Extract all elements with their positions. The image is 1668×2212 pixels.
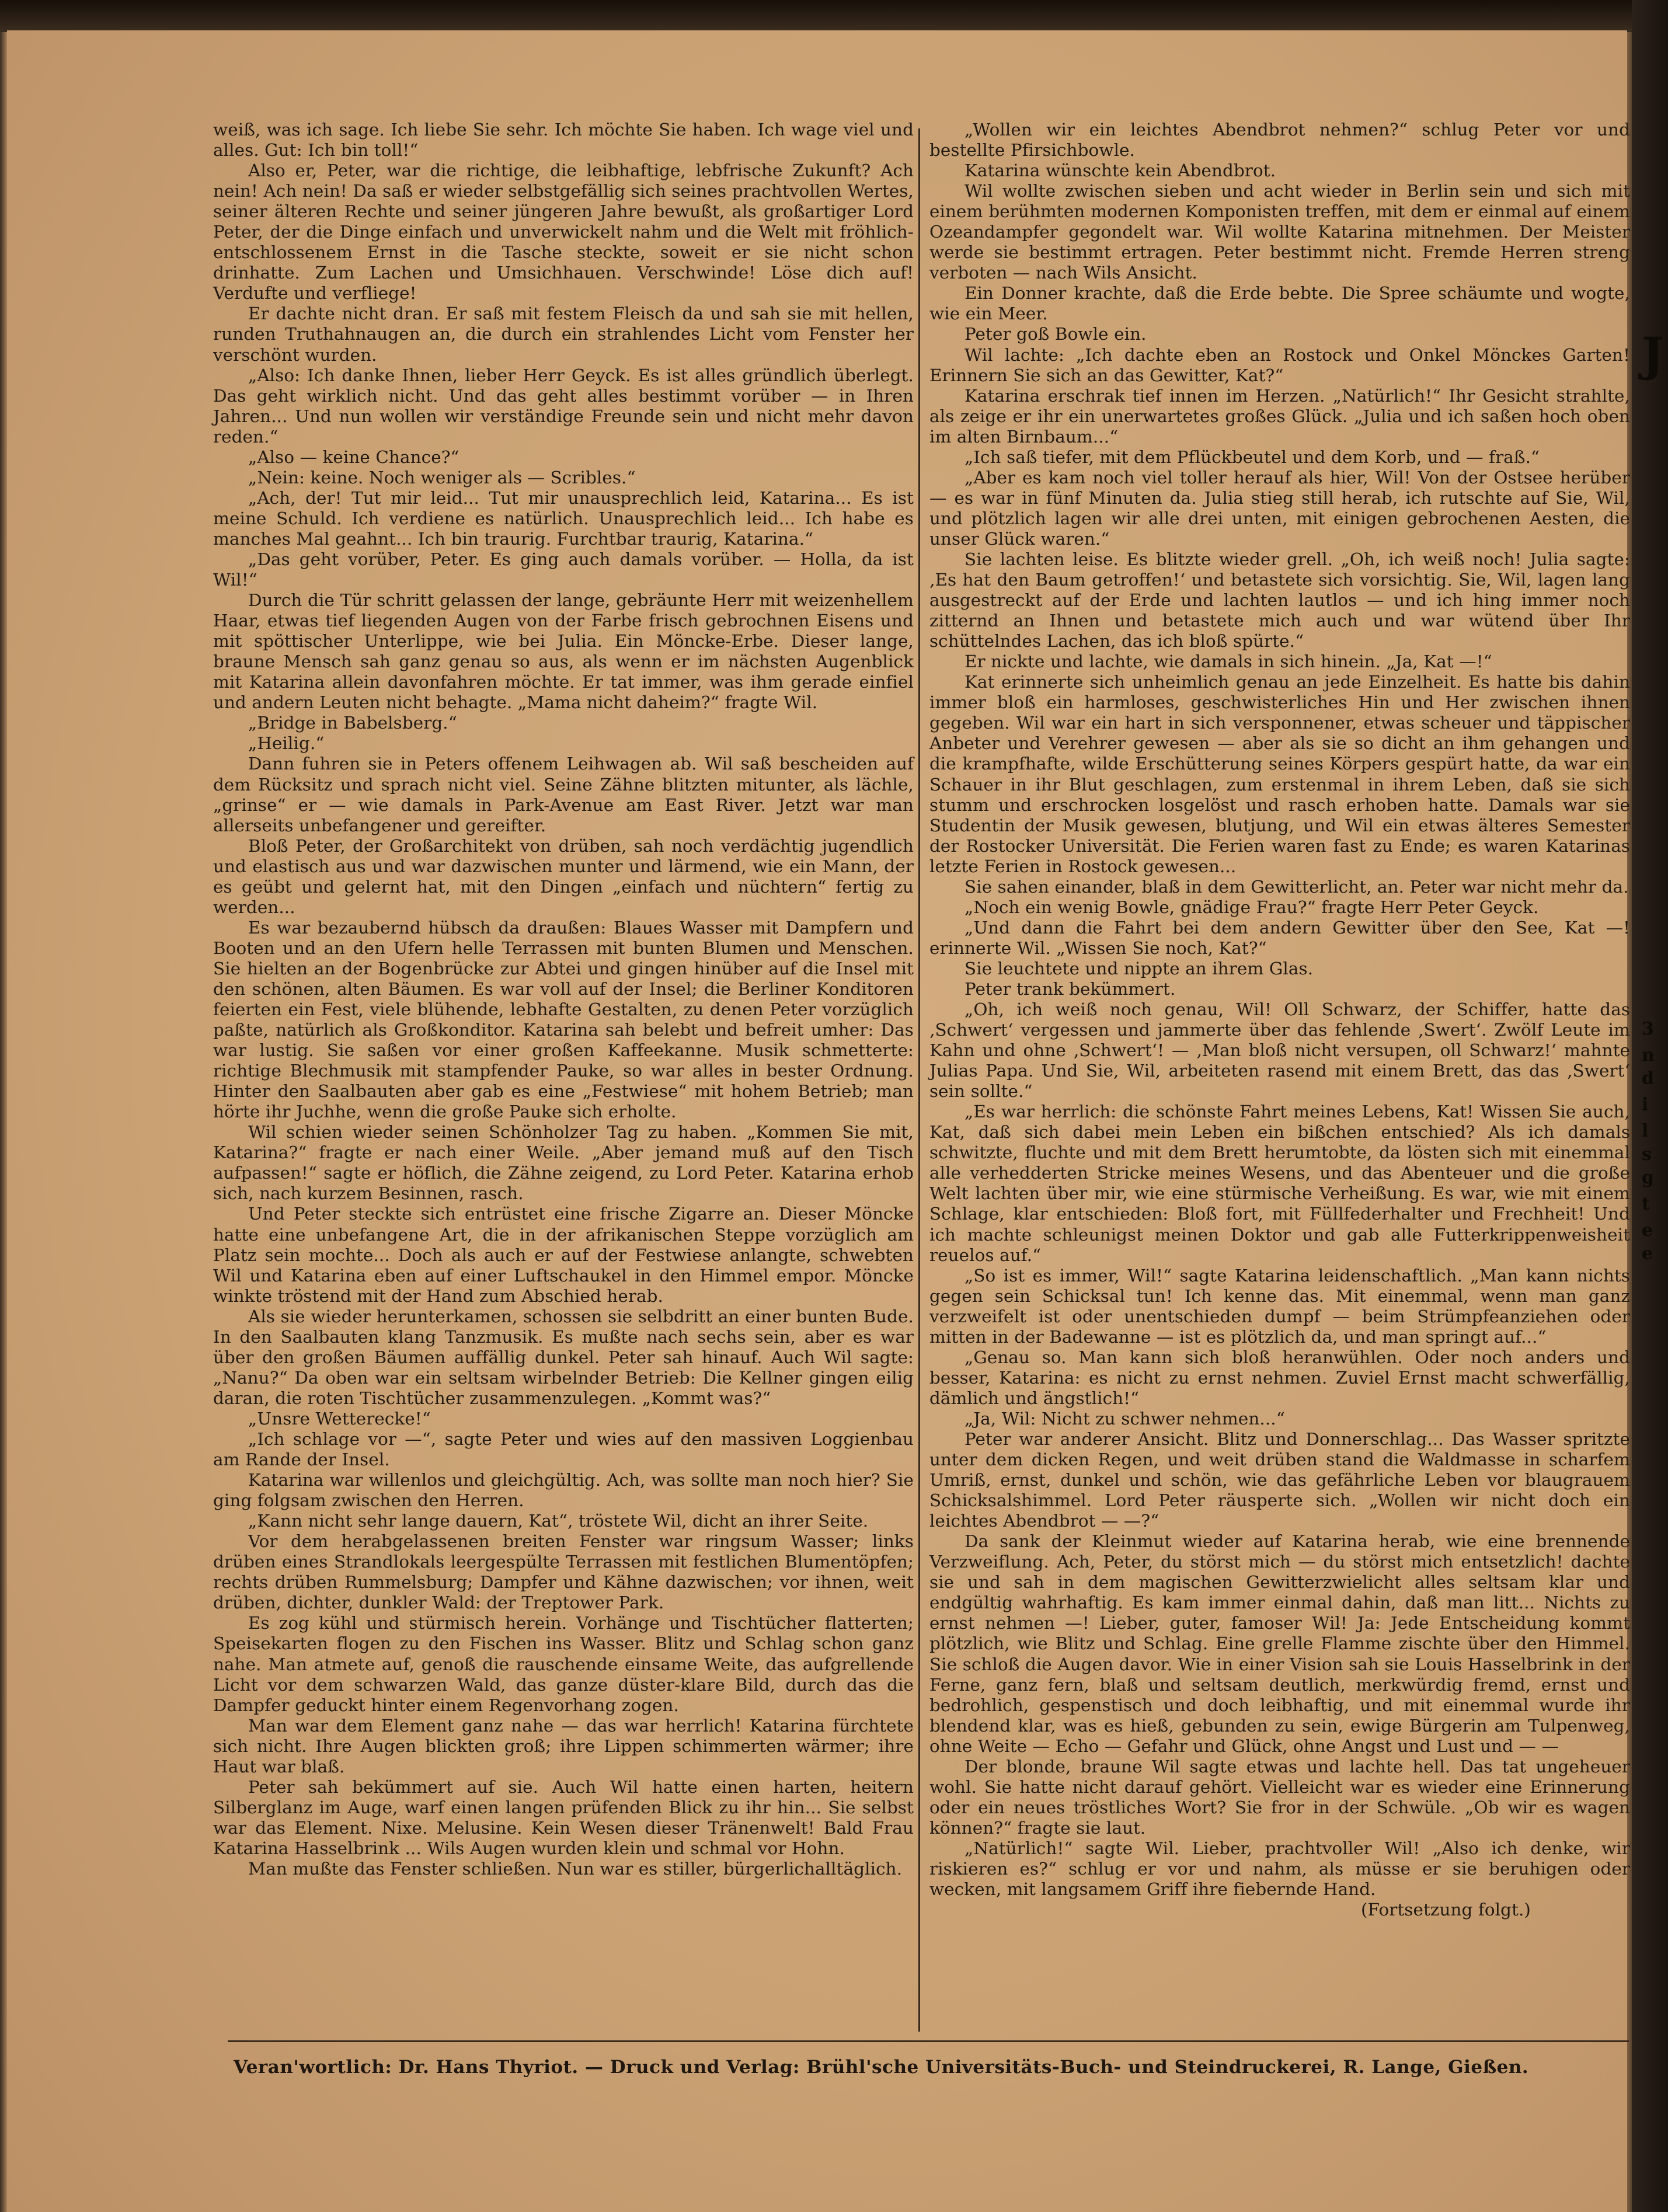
paragraph: Ein Donner krachte, daß die Erde bebte. Die Spree schäumte und wogte, wie ein Meer. [929,283,1630,324]
paragraph: Er nickte und lachte, wie damals in sich hinein. „Ja, Kat —!“ [964,652,1492,672]
right-text-column [929,120,1630,1920]
edge-glyph: n [1642,1045,1655,1065]
paragraph: „Das geht vorüber, Peter. Es ging auch damals vorüber. — Holla, da ist Wil!“ [213,549,914,590]
continuation-note: (Fortsetzung folgt.) [1361,1900,1531,1920]
paragraph: „Natürlich!“ sagte Wil. Lieber, prachtvoller Wil! „Also ich denke, wir riskieren es?“ schlug er vor und nahm, als müsse er sie beruhigen oder wecken, mit langsamem Griff ihre fiebernde Hand. [929,1838,1630,1900]
paragraph: Bloß Peter, der Großarchitekt von drüben, sah noch verdächtig jugendlich und elastisch aus und war dazwischen munter und lärmend, wie ein Mann, der es geübt und gelernt hat, mit den Dingen „einfach und nüchtern“ fertig zu werden... [213,835,914,917]
paragraph: Also er, Peter, war die richtige, die leibhaftige, lebfrische Zukunft? Ach nein! Ach nein! Da saß er wieder selbstgefällig sich seines prachtvollen Wertes, seiner älteren Rechte und seiner jüngeren Jahre bewußt, als großartiger Lord Peter, der die Dinge einfach und unverwickelt nahm und die Welt mit fröhlich-entschlossenem Ernst in die Tasche steckte, soweit er sie nicht schon drinhatte. Zum Lachen und Umsichhauen. Verschwinde! Löse dich auf! Verdufte und verfliege! [213,161,914,304]
paragraph: „Genau so. Man kann sich bloß heranwühlen. Oder noch anders und besser, Katarina: es nicht zu ernst nehmen. Zuviel Ernst macht schwerfällig, dämlich und ängstlich!“ [929,1347,1630,1408]
paragraph: Peter trank bekümmert. [964,978,1176,999]
paragraph: Vor dem herabgelassenen breiten Fenster war ringsum Wasser; links drüben eines Strandlokals leergespülte Terrassen mit festlichen Blumentöpfen; rechts drüben Rummelsburg; Dampfer und Kähne dazwischen; vor ihnen, weit drüben, dichter, dunkler Wald: der Treptower Park. [213,1531,914,1613]
edge-glyph: i [1642,1095,1649,1115]
paragraph: Katarina erschrak tief innen im Herzen. „Natürlich!“ Ihr Gesicht strahlte, als zeige er ihr ein unerwartetes großes Glück. „Julia und ich saßen hoch oben im alten Birnbaum...“ [929,385,1630,447]
paragraph: „Bridge in Babelsberg.“ [248,713,457,733]
edge-glyph: J [1642,327,1664,382]
paragraph: „Ich schlage vor —“, sagte Peter und wies auf den massiven Loggienbau am Rande der Insel. [213,1429,914,1470]
paragraph: Peter war anderer Ansicht. Blitz und Donnerschlag... Das Wasser spritzte unter dem dicken Regen, und weit drüben stand die Waldmasse in scharfem Umriß, ernst, dunkel und schön, wie das gefährliche Leben vor blaugrauem Schicksalshimmel. Lord Peter räusperte sich. „Wollen wir nicht doch ein leichtes Abendbrot — —?“ [929,1429,1630,1531]
paragraph: Man war dem Element ganz nahe — das war herrlich! Katarina fürchtete sich nicht. Ihre Augen blickten groß; ihre Lippen schimmerten wärmer; ihre Haut war blaß. [213,1715,914,1776]
column-divider [918,128,920,2032]
edge-glyph: t [1642,1194,1650,1214]
paragraph: „Wollen wir ein leichtes Abendbrot nehmen?“ schlug Peter vor und bestellte Pfirsichbowle. [929,120,1630,161]
paragraph: „Also — keine Chance?“ [248,447,459,467]
top-shadow [0,0,1668,32]
paragraph: Durch die Tür schritt gelassen der lange, gebräunte Herr mit weizenhellem Haar, etwas tief liegenden Augen von der Farbe frisch gebrochnen Eisens und mit spöttischer Unterlippe, wie bei Julia. Ein Möncke-Erbe. Dieser lange, braune Mensch sah ganz genau so aus, als wenn er im nächsten Augenblick mit Katarina allein davonfahren möchte. Er tat immer, was ihm gerade einfiel und andern Leuten nicht behagte. „Mama nicht daheim?“ fragte Wil. [213,590,914,713]
edge-glyph: 3 [1642,1019,1654,1039]
paragraph: „Aber es kam noch viel toller herauf als hier, Wil! Von der Ostsee herüber — es war in fünf Minuten da. Julia stieg still herab, ich rutschte auf Sie, Wil, und plötzlich lagen wir alle drei unten, mit einigen gebrochenen Aesten, die unser Glück waren.“ [929,467,1630,549]
paragraph: „Heilig.“ [248,733,325,754]
paragraph: Man mußte das Fenster schließen. Nun war es stiller, bürgerlichalltäglich. [248,1858,903,1879]
footer-divider [228,2040,1629,2042]
edge-glyph: g [1642,1168,1654,1188]
edge-glyph: e [1642,1220,1653,1241]
paragraph: „Nein: keine. Noch weniger als — Scribles.“ [248,467,636,487]
paragraph: „Oh, ich weiß noch genau, Wil! Oll Schwarz, der Schiffer, hatte das ‚Schwert‘ vergessen und jammerte über das fehlende ‚Swert‘. Zwölf Leute im Kahn und ohne ‚Schwert‘! — ‚Man bloß nicht versupen, oll Schwarz!‘ mahnte Julias Papa. Und Sie, Wil, arbeiteten rasend mit einem Brett, das das ‚Swert‘ sein sollte.“ [929,999,1630,1102]
paragraph: Sie sahen einander, blaß in dem Gewitterlicht, an. Peter war nicht mehr da. [964,876,1629,897]
paragraph: Der blonde, braune Wil sagte etwas und lachte hell. Das tat ungeheuer wohl. Sie hatte nicht darauf gehört. Vielleicht war es wieder eine Erinnerung oder ein neues tröstliches Wort? Sie fror in der Schwüle. „Ob wir es wagen können?“ fragte sie laut. [929,1756,1630,1838]
edge-glyph: e [1642,1243,1653,1264]
paragraph: Dann fuhren sie in Peters offenem Leihwagen ab. Wil saß bescheiden auf dem Rücksitz und sprach nicht viel. Seine Zähne blitzten mitunter, als lächle, „grinse“ er — wie damals in Park-Avenue am East River. Jetzt war man allerseits unbefangener und gereifter. [213,754,914,835]
paragraph: weiß, was ich sage. Ich liebe Sie sehr. Ich möchte Sie haben. Ich wage viel und alles. Gut: Ich bin toll!“ [213,120,914,161]
edge-glyph: d [1642,1068,1654,1089]
paragraph: Da sank der Kleinmut wieder auf Katarina herab, wie eine brennende Verzweiflung. Ach, Peter, du störst mich — du störst mich entsetzlich! dachte sie und sah in dem magischen Gewitterzwielicht alles seltsam klar und endgültig wahrhaftig. Es kam immer einmal dahin, daß man litt... Nichts zu ernst nehmen —! Lieber, guter, famoser Wil! Ja: Jede Entscheidung kommt plötzlich, wie Blitz und Schlag. Eine grelle Flamme zischte über den Himmel. Sie schloß die Augen davor. Wie in einer Vision sah sie Louis Hasselbrink in der Ferne, ganz fern, blaß und seltsam deutlich, merkwürdig fremd, ernst und bedrohlich, gespenstisch und doch leibhaftig, und mit einemmal wurde ihr blendend klar, was es hieß, gebunden zu sein, ewige Bürgerin am Tulpenweg, ohne Weite — Echo — Gefahr und Glück, ohne Angst und Lust und — — [929,1531,1630,1756]
paragraph: Als sie wieder herunterkamen, schossen sie selbdritt an einer bunten Bude. In den Saalbauten klang Tanzmusik. Es mußte nach sechs sein, aber es war über den großen Bäumen auffällig dunkel. Peter sah hinauf. Auch Wil sagte: „Nanu?“ Da oben war ein seltsam wirbelnder Betrieb: Die Kellner gingen eilig daran, die roten Tischtücher zusammenzulegen. „Kommt was?“ [213,1306,914,1408]
paragraph: „Noch ein wenig Bowle, gnädige Frau?“ fragte Herr Peter Geyck. [964,897,1539,917]
edge-glyph: l [1642,1121,1649,1141]
paragraph: Wil wollte zwischen sieben und acht wieder in Berlin sein und sich mit einem berühmten modernen Komponisten treffen, mit dem er einmal auf einem Ozeandampfer gegondelt war. Wil wollte Katarina mitnehmen. Der Meister werde sie bestimmt ertragen. Peter bestimmt nicht. Fremde Herren streng verboten — nach Wils Ansicht. [929,181,1630,283]
paragraph: „Es war herrlich: die schönste Fahrt meines Lebens, Kat! Wissen Sie auch, Kat, daß sich dabei mein Leben ein bißchen entschied? Als ich damals schwitzte, fluchte und mit dem Brett herumtobte, da lösten sich mit einemmal alle verhedderten Stricke meines Wesens, und das Abenteuer und die große Welt lachten über mir, wie eine stürmische Verheißung. Es war, wie mit einem Schlage, klar entschieden: Bloß fort, mit Füllfederhalter und Frechheit! Und ich machte schleunigst meinen Doktor und gab alle Futterkrippenweisheit reuelos auf.“ [929,1102,1630,1265]
paragraph: „Ja, Wil: Nicht zu schwer nehmen...“ [964,1408,1285,1429]
paragraph: Und Peter steckte sich entrüstet eine frische Zigarre an. Dieser Möncke hatte eine unbefangene Art, die in der afrikanischen Steppe vorzüglich am Platz sein mochte... Doch als auch er auf der Festwiese anlangte, schwebten Wil und Katarina eben auf einer Luftschaukel in den Himmel empor. Möncke winkte tröstend mit der Hand zum Abschied herab. [213,1204,914,1306]
paragraph: Katarina war willenlos und gleichgültig. Ach, was sollte man noch hier? Sie ging folgsam zwischen den Herren. [213,1470,914,1511]
paragraph: Wil schien wieder seinen Schönholzer Tag zu haben. „Kommen Sie mit, Katarina?“ fragte er nach einer Weile. „Aber jemand muß auf den Tisch aufpassen!“ sagte er höflich, die Zähne zeigend, zu Lord Peter. Katarina erhob sich, nach kurzem Besinnen, rasch. [213,1122,914,1204]
paragraph: Es war bezaubernd hübsch da draußen: Blaues Wasser mit Dampfern und Booten und an den Ufern helle Terrassen mit bunten Blumen und Menschen. Sie hielten an der Bogenbrücke zur Abtei und gingen hinüber auf die Insel mit den schönen, alten Bäumen. Es war voll auf der Insel; die Berliner Konditoren feierten ein Fest, viele blühende, lebhafte Gestalten, zu denen Peter vorzüglich paßte, natürlich als Großkonditor. Katarina sah belebt und befreit umher: Das war lustig. Sie saßen vor einer großen Kaffeekanne. Musik schmetterte: richtige Blechmusik mit stampfender Pauke, so war alles in bester Ordnung. Hinter den Saalbauten aber gab es eine „Festwiese“ mit hohem Betrieb; man hörte ihr Juchhe, wenn die große Pauke sich erholte. [213,917,914,1122]
paragraph: Katarina wünschte kein Abendbrot. [964,161,1276,181]
paragraph: „Ich saß tiefer, mit dem Pflückbeutel und dem Korb, und — fraß.“ [964,447,1540,467]
edge-glyph: s [1642,1144,1652,1165]
paragraph: Wil lachte: „Ich dachte eben an Rostock und Onkel Mönckes Garten! Erinnern Sie sich an das Gewitter, Kat?“ [929,344,1630,385]
paragraph: „Ach, der! Tut mir leid... Tut mir unausprechlich leid, Katarina... Es ist meine Schuld. Ich verdiene es natürlich. Unausprechlich leid... Ich habe es manches Mal geahnt... Ich bin traurig. Furchtbar traurig, Katarina.“ [213,487,914,549]
paragraph: „Und dann die Fahrt bei dem andern Gewitter über den See, Kat —! erinnerte Wil. „Wissen Sie noch, Kat?“ [929,917,1630,958]
left-text-column [213,120,914,1879]
paragraph: Es zog kühl und stürmisch herein. Vorhänge und Tischtücher flatterten; Speisekarten flogen zu den Fischen ins Wasser. Blitz und Schlag schon ganz nahe. Man atmete auf, genoß die rauschende einsame Weite, das aufgrellende Licht vor dem schwarzen Wald, das ganze düster-klare Bild, durch das die Dampfer geduckt hinter einem Regenvorhang zogen. [213,1613,914,1715]
paragraph: „Also: Ich danke Ihnen, lieber Herr Geyck. Es ist alles gründlich überlegt. Das geht wirklich nicht. Und das geht alles bestimmt vorüber — in Ihren Jahren... Und nun wollen wir verständige Freunde sein und nicht mehr davon reden.“ [213,365,914,447]
paragraph: Sie leuchtete und nippte an ihrem Glas. [964,958,1314,978]
imprint-footer: Veran'wortlich: Dr. Hans Thyriot. — Druck und Verlag: Brühl'sche Universitäts-Buch- und Steindruckerei, R. Lange, Gießen. [234,2057,1529,2078]
paragraph: Er dachte nicht dran. Er saß mit festem Fleisch da und sah sie mit hellen, runden Truthahnaugen an, die durch ein strahlendes Licht vom Fenster her verschönt wurden. [213,304,914,365]
paragraph: „So ist es immer, Wil!“ sagte Katarina leidenschaftlich. „Man kann nichts gegen sein Schicksal tun! Ich kenne das. Mit einemmal, wenn man ganz verzweifelt ist oder unentschieden dumpf — beim Strümpfeanziehen oder mitten in der Badewanne — ist es plötzlich da, und man springt auf...“ [929,1265,1630,1347]
paragraph: Peter sah bekümmert auf sie. Auch Wil hatte einen harten, heitern Silberglanz im Auge, warf einen langen prüfenden Blick zu ihr hin... Sie selbst war das Element. Nixe. Melusine. Kein Wesen dieser Tränenwelt! Bald Frau Katarina Hasselbrink ... Wils Augen wurden klein und schmal vor Hohn. [213,1776,914,1858]
paragraph: Sie lachten leise. Es blitzte wieder grell. „Oh, ich weiß noch! Julia sagte: ‚Es hat den Baum getroffen!‘ und betastete sich vorsichtig. Sie, Wil, lagen lang ausgestreckt auf der Erde und lachten lautlos — und ich hing immer noch zitternd an Ihnen und betastete mich auch und war wütend über Ihr schüttelndes Lachen, das ich bloß spürte.“ [929,549,1630,652]
paragraph: „Unsre Wetterecke!“ [248,1408,431,1429]
paragraph: „Kann nicht sehr lange dauern, Kat“, tröstete Wil, dicht an ihrer Seite. [248,1511,869,1531]
paragraph: Kat erinnerte sich unheimlich genau an jede Einzelheit. Es hatte bis dahin immer bloß ein harmloses, geschwisterliches Hin und Her zwischen ihnen gegeben. Wil war ein hart in sich versponnener, etwas scheuer und täppischer Anbeter und Verehrer gewesen — aber als sie so dicht an ihm gehangen und die krampfhafte, wilde Erschütterung seines Körpers gespürt hatte, da war ein Schauer in ihr Blut geschlagen, zum erstenmal in ihrem Leben, daß sie sich stumm und erschrocken losgelöst und rasch erhoben hatte. Damals war sie Studentin der Musik gewesen, blutjung, und Wil ein etwas älteres Semester der Rostocker Universität. Die Ferien waren fast zu Ende; es waren Katarinas letzte Ferien in Rostock gewesen... [929,672,1630,876]
paragraph: Peter goß Bowle ein. [964,324,1147,344]
